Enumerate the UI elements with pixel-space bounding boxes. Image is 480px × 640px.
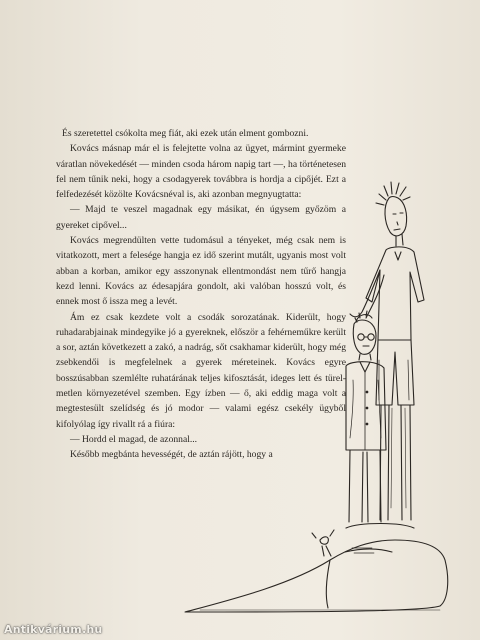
giant-shoe bbox=[185, 524, 448, 613]
paragraph: Később megbánta hevességét, de aztán rájött, hogy a bbox=[70, 449, 273, 461]
paragraph: Ám ez csak kezdete volt a csodák sorozatának. Kiderült, hogy ruhadarabjainak mindegyike jó a gyereknek, először a fehérneműkre került a sor, aztán következett a zakó, a nadrág, sőt csakhamar kiderült, hogy még zsebkendői is megfelelnek a gyerek méreteinek. Kovács egyre bosszúsabban szemlélte ruhatárának teljes kifosztását, ideges lett és türelmetlen környezetével szemben. Egy ízben — ő, aki eddig maga volt a megtestesült szelídség és jó modor — valami egész csekély ügyből kifolyólag így rivallt rá a fiúra: bbox=[56, 311, 346, 430]
paragraph: — Hordd el magad, de azonnal... bbox=[70, 433, 198, 445]
paragraph: Kovács másnap már el is felejtette volna az ügyet, mármint gyermeke váratlan növekedését — minden csoda három napig tart —, ha történetesen fel nem tűnik neki, hogy a csodagyerek továbbra is hordja a cipőjét. Ezt a felfedezését közölte Kovácsnéval is, aki azonban megnyugtatta: bbox=[56, 143, 346, 201]
watermark-text: Antikvárium.hu bbox=[4, 623, 103, 636]
paragraph: És szeretettel csókolta meg fiát, aki ezek után elment gombozni. bbox=[62, 128, 309, 139]
paragraph: Kovács megrendülten vette tudomásul a tényeket, még csak nem is vitatkozott, mert a felesége hangja ez idő szerint mutált, ugyanis most volt abban a korban, amikor egy asszonynak ellentmondást nem tűrő hangja kezd lenni. Kovács az édesapjára gondolt, aki valóban hosszú volt, és ennek most ő issza meg a levét. bbox=[56, 235, 346, 308]
paragraph: — Majd te veszel magadnak egy másikat, én úgysem győzöm a gyereket cipővel... bbox=[56, 204, 346, 231]
boy-figure bbox=[350, 182, 424, 520]
